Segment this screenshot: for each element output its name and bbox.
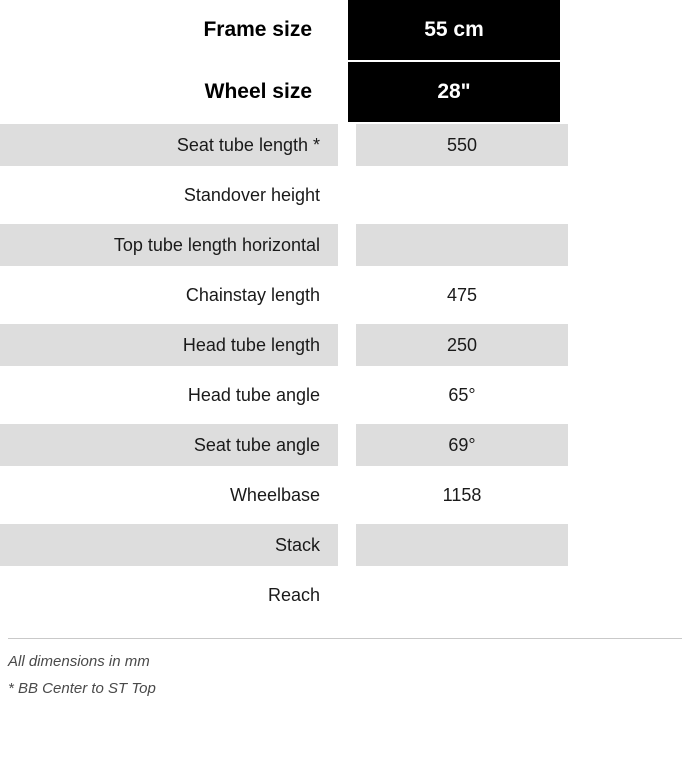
table-row-top-tube-length-horizontal xyxy=(8,224,690,266)
column-gap xyxy=(338,374,356,416)
column-gap xyxy=(330,0,348,60)
row-value xyxy=(356,224,568,266)
row-label: Standover height xyxy=(183,184,320,205)
row-label: Reach xyxy=(267,584,320,605)
header-value-wheel-size: 28" xyxy=(348,62,560,122)
row-value: 65° xyxy=(448,384,476,405)
row-label: Seat tube angle xyxy=(0,424,338,466)
column-gap xyxy=(338,524,356,566)
row-label: Head tube length xyxy=(0,324,338,366)
row-value: 1158 xyxy=(442,484,482,505)
header-label-frame-size: Frame size xyxy=(203,18,312,41)
table-row-stack xyxy=(8,524,690,566)
footnote-units: All dimensions in mm xyxy=(8,653,150,670)
row-label: Stack xyxy=(0,524,338,566)
column-gap xyxy=(338,224,356,266)
column-gap xyxy=(338,474,356,516)
table-row-reach xyxy=(8,574,690,616)
header-label-wheel-size: Wheel size xyxy=(204,80,312,103)
table-row-wheelbase xyxy=(8,474,690,516)
table-row-seat-tube-angle xyxy=(8,424,690,466)
row-value xyxy=(356,174,568,216)
column-gap xyxy=(338,174,356,216)
column-gap xyxy=(338,324,356,366)
row-value: 69° xyxy=(356,424,568,466)
header-row-wheel-size xyxy=(0,62,690,122)
header-value-frame-size: 55 cm xyxy=(348,0,560,60)
table-footer xyxy=(0,638,690,697)
row-value xyxy=(356,524,568,566)
column-gap xyxy=(330,62,348,122)
row-label: Top tube length horizontal xyxy=(0,224,338,266)
footer-divider xyxy=(8,638,682,639)
column-gap xyxy=(338,574,356,616)
row-value xyxy=(356,574,568,616)
row-value: 475 xyxy=(446,284,478,305)
column-gap xyxy=(338,424,356,466)
header-row-frame-size xyxy=(0,0,690,60)
table-row-chainstay-length xyxy=(8,274,690,316)
row-label: Wheelbase xyxy=(229,484,320,505)
column-gap xyxy=(338,124,356,166)
row-label: Seat tube length * xyxy=(0,124,338,166)
spec-rows xyxy=(0,124,690,616)
column-gap xyxy=(338,274,356,316)
table-row-seat-tube-length xyxy=(8,124,690,166)
row-label: Head tube angle xyxy=(187,384,320,405)
table-row-head-tube-angle xyxy=(8,374,690,416)
row-label: Chainstay length xyxy=(185,284,320,305)
table-row-head-tube-length xyxy=(8,324,690,366)
row-value: 550 xyxy=(356,124,568,166)
row-value: 250 xyxy=(356,324,568,366)
table-row-standover-height xyxy=(8,174,690,216)
footnote-reference: * BB Center to ST Top xyxy=(8,680,156,697)
